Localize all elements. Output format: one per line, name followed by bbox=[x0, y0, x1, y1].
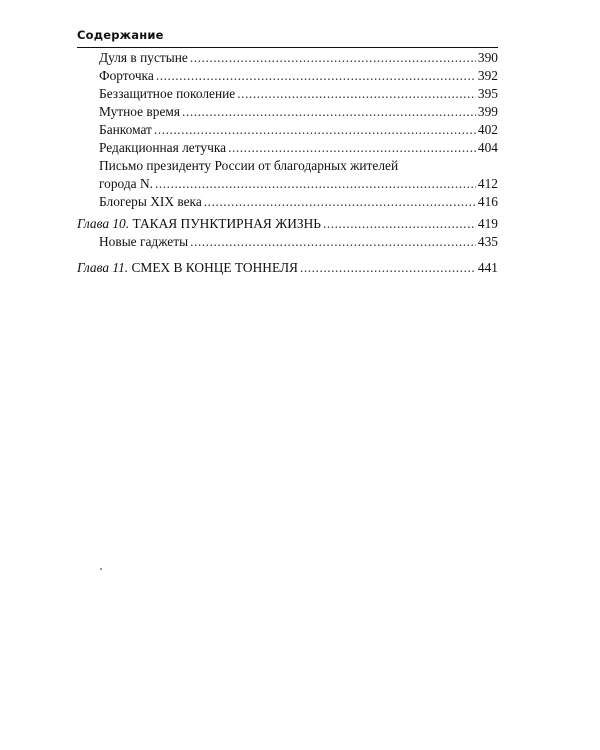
toc-entry-page: 399 bbox=[477, 104, 498, 119]
toc-chapter-title: ТАКАЯ ПУНКТИРНАЯ ЖИЗНЬ bbox=[132, 216, 321, 231]
scan-speck bbox=[100, 568, 102, 570]
dot-leader bbox=[156, 67, 476, 85]
running-head bbox=[77, 26, 498, 48]
toc-chapter-label: Глава 10. bbox=[77, 216, 130, 231]
toc-entry-title: Блогеры XIX века bbox=[99, 194, 202, 209]
toc-entry-page: 395 bbox=[477, 86, 498, 101]
toc-entry-page: 419 bbox=[477, 216, 498, 231]
toc-entry-page: 390 bbox=[477, 50, 498, 65]
dot-leader bbox=[190, 233, 476, 251]
toc-chapter-label: Глава 11. bbox=[77, 260, 129, 275]
dot-leader bbox=[155, 175, 476, 193]
toc-entry bbox=[77, 175, 498, 193]
toc-entry-title: Новые гаджеты bbox=[99, 234, 189, 249]
table-of-contents bbox=[77, 49, 498, 277]
toc-entry-page: 435 bbox=[477, 234, 498, 249]
toc-entry bbox=[77, 85, 498, 103]
toc-chapter bbox=[77, 215, 498, 233]
dot-leader bbox=[237, 85, 476, 103]
toc-entry-page: 404 bbox=[477, 140, 498, 155]
toc-chapter-heading bbox=[77, 259, 298, 277]
toc-entry-title: Беззащитное поколение bbox=[99, 86, 236, 101]
toc-entry-title-line: Письмо президенту России от благодарных жителей bbox=[99, 158, 399, 173]
toc-chapter-heading bbox=[77, 215, 321, 233]
toc-entry-page: 441 bbox=[477, 260, 498, 275]
toc-chapter bbox=[77, 259, 498, 277]
toc-entry bbox=[77, 67, 498, 85]
dot-leader bbox=[323, 215, 476, 233]
toc-entry-title: Дуля в пустыне bbox=[99, 50, 188, 65]
dot-leader bbox=[182, 103, 476, 121]
dot-leader bbox=[204, 193, 476, 211]
toc-entry-page: 416 bbox=[477, 194, 498, 209]
dot-leader bbox=[228, 139, 476, 157]
toc-entry-title: города N. bbox=[99, 176, 153, 191]
toc-chapter-title: СМЕХ В КОНЦЕ ТОННЕЛЯ bbox=[131, 260, 298, 275]
toc-entry-page: 412 bbox=[477, 176, 498, 191]
toc-entry bbox=[77, 233, 498, 251]
toc-entry bbox=[77, 193, 498, 211]
toc-entry bbox=[77, 49, 498, 67]
toc-entry-page: 392 bbox=[477, 68, 498, 83]
toc-entry-page: 402 bbox=[477, 122, 498, 137]
dot-leader bbox=[300, 259, 476, 277]
dot-leader bbox=[154, 121, 476, 139]
running-head-title: Содержание bbox=[77, 28, 164, 42]
toc-entry-title: Мутное время bbox=[99, 104, 181, 119]
toc-entry-title: Форточка bbox=[99, 68, 154, 83]
toc-entry-title: Банкомат bbox=[99, 122, 152, 137]
toc-entry bbox=[77, 103, 498, 121]
toc-entry bbox=[77, 121, 498, 139]
dot-leader bbox=[190, 49, 476, 67]
toc-entry-title: Редакционная летучка bbox=[99, 140, 227, 155]
toc-entry bbox=[77, 139, 498, 157]
